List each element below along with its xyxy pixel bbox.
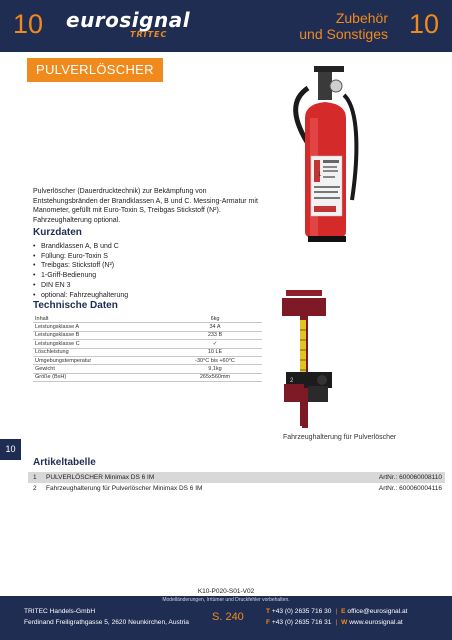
list-item: • optional: Fahrzeughalterung — [33, 291, 128, 301]
footer-disclaimer: Modelländerungen, Irrtümer und Druckfehler vorbehalten. — [162, 597, 290, 603]
spec-value: 9,1kg — [168, 365, 262, 373]
email-link[interactable]: office@eurosignal.at — [347, 608, 408, 615]
table-row — [33, 348, 262, 356]
spec-value: 265x560mm — [168, 373, 262, 381]
chapter-number-left: 10 — [13, 9, 44, 39]
table-row — [33, 315, 262, 323]
spec-label: Leistungsklasse A — [33, 323, 168, 331]
spec-label: Größe (BxH) — [33, 373, 168, 381]
spec-label: Leistungsklasse C — [33, 340, 168, 348]
table-row — [28, 483, 445, 494]
image-label-2: 2 — [290, 378, 294, 384]
article-table — [28, 472, 445, 494]
company-info — [24, 606, 189, 628]
spec-label: Leistungsklasse B — [33, 331, 168, 339]
table-row — [33, 331, 262, 339]
table-row — [33, 340, 262, 348]
spec-value: 34 A — [168, 323, 262, 331]
page-footer — [0, 596, 452, 640]
table-row — [28, 472, 445, 483]
kurzdaten-list — [33, 242, 128, 300]
spec-value: 6kg — [168, 315, 262, 323]
brand-name: eurosignal — [66, 8, 191, 32]
image-caption: Fahrzeughalterung für Pulverlöscher — [283, 434, 397, 441]
list-item: • DIN EN 3 — [33, 281, 128, 291]
spec-label: Gewicht — [33, 365, 168, 373]
spec-table — [33, 315, 262, 382]
table-row — [33, 356, 262, 364]
list-item: • Treibgas: Stickstoff (N²) — [33, 261, 128, 271]
section-title: PULVERLÖSCHER — [27, 58, 163, 82]
spec-value: ✓ — [168, 340, 262, 348]
article-code: ArtNr.: 600060004116 — [378, 485, 442, 492]
article-number-index: 1 — [33, 474, 37, 481]
table-row — [33, 323, 262, 331]
list-item: • 1-Griff-Bedienung — [33, 271, 128, 281]
spec-value: -30°C bis +60°C — [168, 356, 262, 364]
technische-daten-heading: Technische Daten — [33, 300, 118, 311]
list-item: • Füllung: Euro-Toxin S — [33, 252, 128, 262]
article-description: Fahrzeughalterung für Pulverlöscher Minimax DS 6 IM — [46, 485, 203, 492]
product-description: Pulverlöscher (Dauerdrucktechnik) zur Bekämpfung von Entstehungsbränden der Brandklassen A, B und C. Messing-Armatur mit Manometer, gefüllt mit Euro-Toxin S, Treibgas Stickstoff (N²). Fahrzeughalterung optional. — [33, 188, 258, 224]
chapter-side-tab: 10 — [0, 439, 21, 460]
document-code: K10-P020-S01-V02 — [197, 588, 255, 595]
company-address: Ferdinand Freiligrathgasse 5, 2620 Neunkirchen, Austria — [24, 619, 189, 626]
spec-value: 233 B — [168, 331, 262, 339]
contact-info: T +43 (0) 2635 716 30 | E office@eurosignal.at F +43 (0) 2635 716 31 | W www.eurosignal.at — [266, 608, 408, 626]
table-row — [33, 373, 262, 381]
chapter-number-right: 10 — [408, 9, 439, 39]
image-label-1: 1 — [318, 172, 322, 178]
article-number-index: 2 — [33, 485, 37, 492]
category-line-2: und Sonstiges — [299, 26, 388, 42]
article-code: ArtNr.: 600060008110 — [378, 474, 442, 481]
phone-number: +43 (0) 2635 716 30 — [271, 608, 332, 615]
phone-label: T — [266, 608, 271, 615]
fax-number: +43 (0) 2635 716 31 — [271, 619, 332, 626]
artikeltabelle-heading: Artikeltabelle — [33, 457, 96, 468]
company-name: TRITEC Handels-GmbH — [24, 608, 96, 615]
vehicle-bracket-image — [282, 290, 332, 428]
kurzdaten-heading: Kurzdaten — [33, 227, 82, 238]
spec-value: 10 LE — [168, 348, 262, 356]
spec-label: Inhalt — [33, 315, 168, 323]
article-description: PULVERLÖSCHER Minimax DS 6 IM — [46, 474, 155, 481]
fax-label: F — [266, 619, 271, 626]
spec-label: Löschleistung — [33, 348, 168, 356]
list-item: • Brandklassen A, B und C — [33, 242, 128, 252]
fire-extinguisher-image — [296, 66, 357, 242]
web-label: W — [341, 619, 348, 626]
website-link[interactable]: www.eurosignal.at — [349, 619, 403, 626]
spec-label: Umgebungstemperatur — [33, 356, 168, 364]
table-row — [33, 365, 262, 373]
page-number: S. 240 — [212, 611, 244, 623]
email-label: E — [341, 608, 346, 615]
brand-subname: TRITEC — [130, 30, 168, 39]
category-line-1: Zubehör — [335, 10, 388, 26]
